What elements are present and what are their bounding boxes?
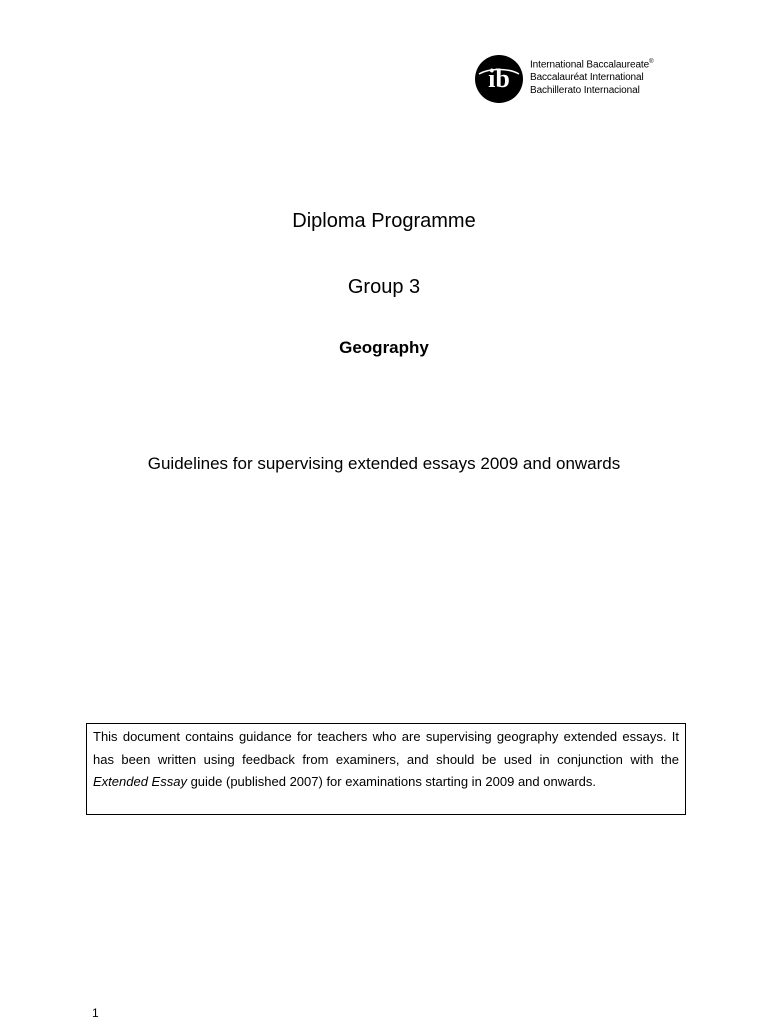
- notice-text-end: guide (published 2007) for examinations starting in 2009 and onwards.: [186, 774, 596, 789]
- logo-line-english: International Baccalaureate®: [530, 59, 654, 71]
- logo-text: [530, 56, 653, 97]
- subject-title: Geography: [339, 338, 429, 357]
- svg-text:ib: ib: [488, 64, 510, 93]
- logo-line-french: Baccalauréat International: [530, 72, 644, 84]
- ib-logo: [474, 54, 674, 106]
- page-number: 1: [92, 1006, 99, 1020]
- notice-text-start: This document contains guidance for teachers who are supervising geography extended essays. It has been written using feedback from examiners, and should be used in conjunction with the: [93, 729, 679, 767]
- notice-guide-title: Extended Essay: [93, 774, 187, 789]
- logo-line-spanish: Bachillerato Internacional: [530, 85, 640, 97]
- group-title: Group 3: [347, 276, 421, 298]
- programme-title: Diploma Programme: [292, 210, 476, 232]
- notice-box: [86, 723, 686, 815]
- document-subtitle: Guidelines for supervising extended essays 2009 and onwards: [147, 454, 621, 473]
- ib-logo-mark-icon: [474, 54, 524, 104]
